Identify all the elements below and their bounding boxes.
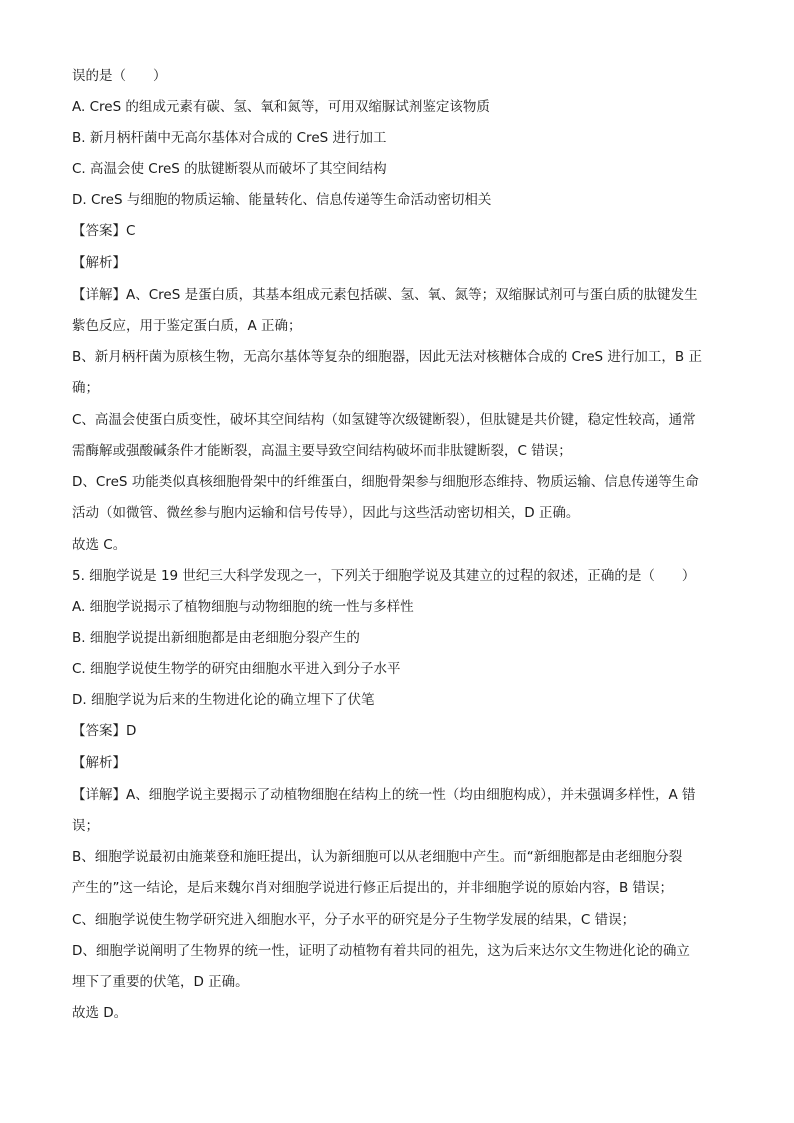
q5-detail-line: 误； (72, 818, 99, 834)
q4-answer: 【答案】C (72, 223, 136, 239)
q5-analysis-label: 【解析】 (72, 755, 126, 771)
q4-detail-line: C、高温会使蛋白质变性，破坏其空间结构（如氢键等次级键断裂），但肽键是共价键，稳定性较高，通常 (72, 412, 696, 428)
q5-detail-line: 【详解】A、细胞学说主要揭示了动植物细胞在结构上的统一性（均由细胞构成），并未强调多样性，A 错 (72, 787, 696, 803)
q5-detail-line: 产生的”这一结论，是后来魏尔肖对细胞学说进行修正后提出的，并非细胞学说的原始内容，B 错误； (72, 880, 674, 896)
q4-detail-line: 需酶解或强酸碱条件才能断裂，高温主要导致空间结构破坏而非肽键断裂，C 错误； (72, 443, 572, 459)
q5-answer: 【答案】D (72, 723, 137, 739)
q5-stem: 5. 细胞学说是 19 世纪三大科学发现之一，下列关于细胞学说及其建立的过程的叙述，正确的是（ ） (72, 568, 696, 584)
q4-conclusion: 故选 C。 (72, 537, 127, 553)
q5-option-a: A. 细胞学说揭示了植物细胞与动物细胞的统一性与多样性 (72, 599, 414, 615)
q4-analysis-label: 【解析】 (72, 255, 126, 271)
q5-conclusion: 故选 D。 (72, 1005, 128, 1021)
q4-detail-line: 紫色反应，用于鉴定蛋白质，A 正确； (72, 318, 302, 334)
q5-detail-line: 埋下了重要的伏笔，D 正确。 (72, 974, 249, 990)
q5-option-b: B. 细胞学说提出新细胞都是由老细胞分裂产生的 (72, 630, 360, 646)
q5-detail-line: D、细胞学说阐明了生物界的统一性，证明了动植物有着共同的祖先，这为后来达尔文生物进化论的确立 (72, 943, 690, 959)
q4-stem-tail: 误的是（ ） (72, 68, 167, 84)
q5-option-c: C. 细胞学说使生物学的研究由细胞水平进入到分子水平 (72, 661, 401, 677)
q5-detail-line: C、细胞学说使生物学研究进入细胞水平，分子水平的研究是分子生物学发展的结果，C 错误； (72, 912, 636, 928)
q4-option-d: D. CreS 与细胞的物质运输、能量转化、信息传递等生命活动密切相关 (72, 192, 492, 208)
q5-option-d: D. 细胞学说为后来的生物进化论的确立埋下了伏笔 (72, 692, 375, 708)
q4-detail-line: 【详解】A、CreS 是蛋白质，其基本组成元素包括碳、氢、氧、氮等；双缩脲试剂可与蛋白质的肽键发生 (72, 287, 698, 303)
q4-option-a: A. CreS 的组成元素有碳、氢、氧和氮等，可用双缩脲试剂鉴定该物质 (72, 99, 490, 115)
q4-option-c: C. 高温会使 CreS 的肽键断裂从而破坏了其空间结构 (72, 161, 387, 177)
q4-detail-line: D、CreS 功能类似真核细胞骨架中的纤维蛋白，细胞骨架参与细胞形态维持、物质运输、信息传递等生命 (72, 474, 699, 490)
q4-detail-line: B、新月柄杆菌为原核生物，无高尔基体等复杂的细胞器，因此无法对核糖体合成的 CreS 进行加工，B 正 (72, 349, 702, 365)
q4-option-b: B. 新月柄杆菌中无高尔基体对合成的 CreS 进行加工 (72, 130, 387, 146)
q4-detail-line: 活动（如微管、微丝参与胞内运输和信号传导），因此与这些活动密切相关，D 正确。 (72, 505, 580, 521)
q4-detail-line: 确； (72, 380, 99, 396)
q5-detail-line: B、细胞学说最初由施莱登和施旺提出，认为新细胞可以从老细胞中产生。而“新细胞都是由老细胞分裂 (72, 849, 683, 865)
